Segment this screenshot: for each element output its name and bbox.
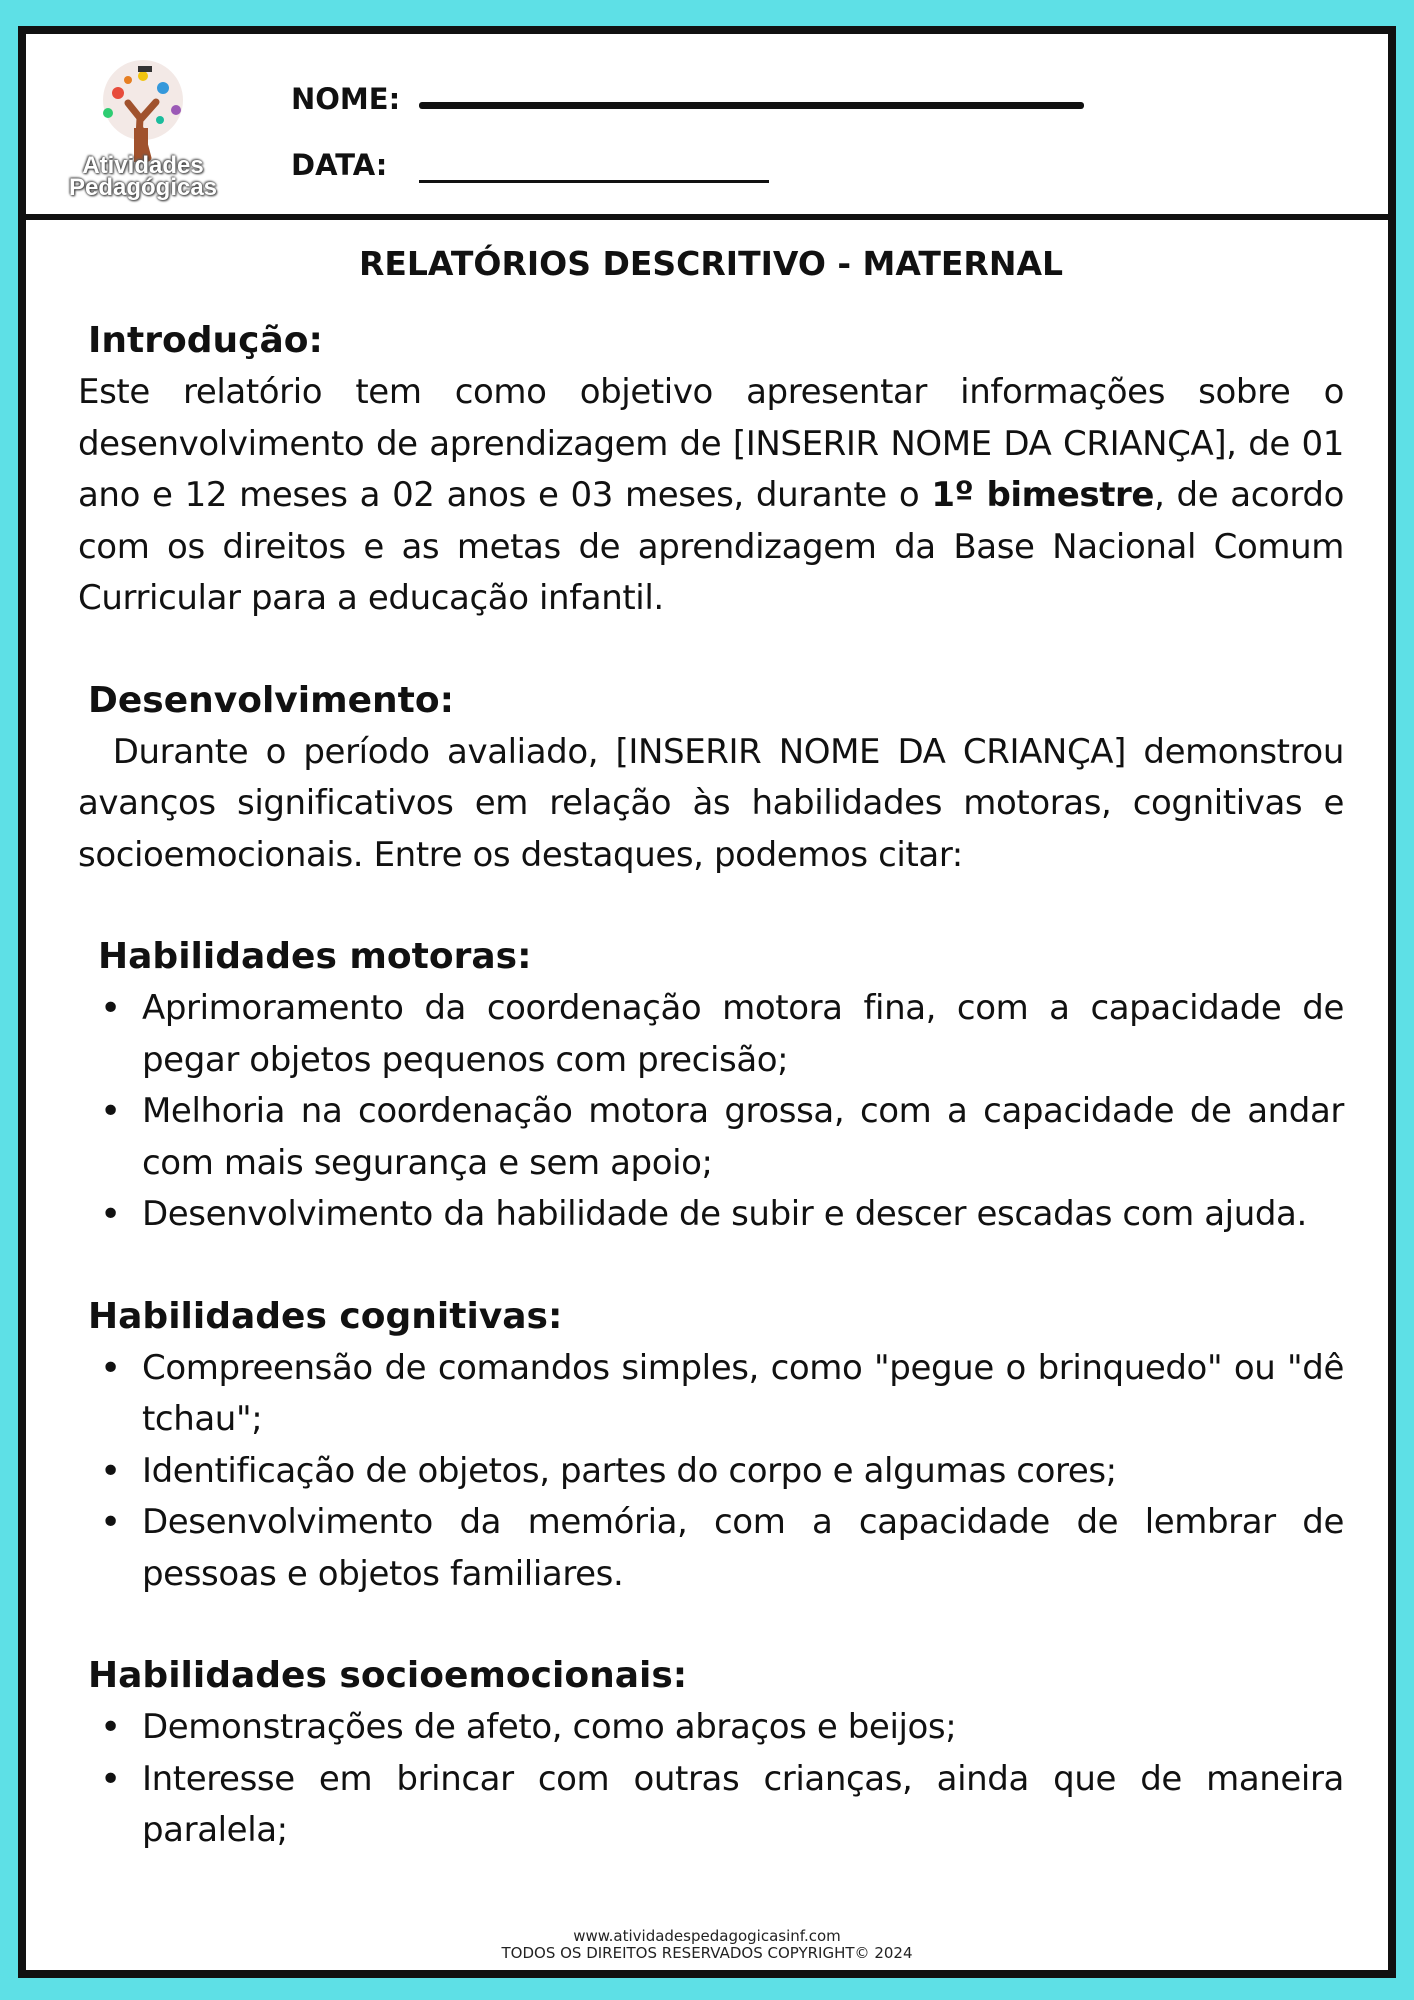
header: [26, 34, 1388, 220]
intro-bold-bimester: 1º bimestre: [931, 475, 1155, 515]
development-heading: Desenvolvimento:: [88, 679, 455, 721]
logo-text-line1: Atividades: [82, 152, 204, 179]
cognitive-list: [78, 1343, 1344, 1601]
motor-heading: Habilidades motoras:: [98, 936, 532, 977]
date-field-line[interactable]: [419, 180, 769, 183]
name-label: NOME:: [291, 82, 401, 116]
list-item: • Desenvolvimento da memória, com a capacidade de lembrar de pessoas e objetos familiares.: [78, 1497, 1344, 1600]
motor-list: [78, 983, 1344, 1241]
intro-text-end: , de acordo com os direitos e as metas de aprendizagem da Base Nacional Comum Curricular para a educação infantil.: [78, 475, 1344, 618]
worksheet-page: [18, 26, 1396, 1978]
list-item: • Compreensão de comandos simples, como "pegue o brinquedo" ou "dê tchau";: [78, 1343, 1344, 1446]
date-label: DATA:: [291, 148, 388, 182]
intro-text-start: Este relatório tem como objetivo apresentar informações sobre o desenvolvimento de aprendizagem de [INSERIR NOME DA CRIANÇA], de 01 ano e 12 meses a 02 anos e 03 meses, durante o: [78, 372, 1344, 515]
development-paragraph: Durante o período avaliado, [INSERIR NOME DA CRIANÇA] demonstrou avanços significativos em relação às habilidades motoras, cognitivas e socioemocionais. Entre os destaques, podemos citar:: [78, 731, 1355, 875]
list-item: • Interesse em brincar com outras crianças, ainda que de maneira paralela;: [78, 1754, 1344, 1857]
logo-text-line2: Pedagógicas: [68, 174, 218, 201]
footer-copyright: TODOS OS DIREITOS RESERVADOS COPYRIGHT© 2024: [501, 1944, 913, 1962]
report-content: [78, 244, 1355, 1857]
list-item: • Aprimoramento da coordenação motora fina, com a capacidade de pegar objetos pequenos com precisão;: [78, 983, 1344, 1086]
intro-paragraph: [78, 367, 1344, 625]
list-item: • Demonstrações de afeto, como abraços e beijos;: [78, 1702, 1344, 1754]
page-title: RELATÓRIOS DESCRITIVO - MATERNAL: [358, 244, 1064, 283]
cognitive-heading: Habilidades cognitivas:: [88, 1295, 563, 1337]
socioemotional-list: [78, 1702, 1344, 1857]
list-item: • Identificação de objetos, partes do corpo e algumas cores;: [78, 1446, 1344, 1498]
list-item: • Melhoria na coordenação motora grossa, com a capacidade de andar com mais segurança e sem apoio;: [78, 1086, 1344, 1189]
list-item: • Desenvolvimento da habilidade de subir e descer escadas com ajuda.: [78, 1189, 1344, 1241]
socioemotional-heading: Habilidades socioemocionais:: [88, 1655, 688, 1696]
logo: [68, 58, 218, 208]
name-field-line[interactable]: [419, 102, 1084, 109]
intro-heading: Introdução:: [88, 320, 323, 361]
footer-website: www.atividadespedagogicasinf.com: [573, 1927, 841, 1945]
